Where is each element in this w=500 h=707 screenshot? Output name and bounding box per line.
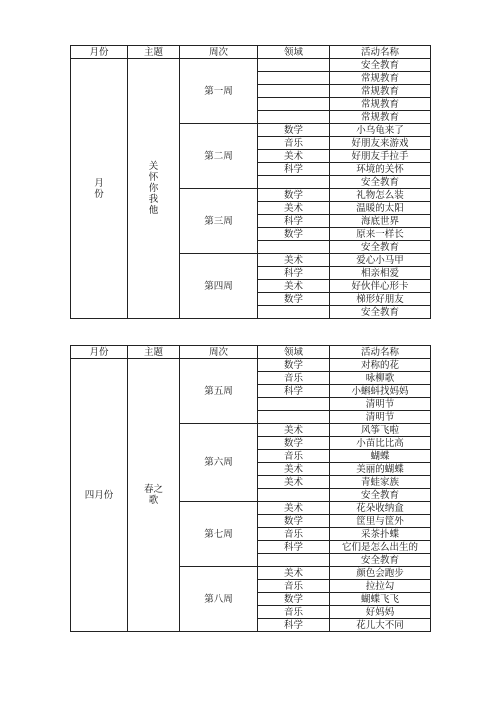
domain-cell: 科学	[258, 541, 330, 554]
header-activity: 活动名称	[330, 346, 431, 359]
domain-cell	[258, 306, 330, 319]
schedule-table-2	[70, 345, 431, 632]
activity-cell: 安全教育	[330, 176, 431, 189]
domain-cell: 音乐	[258, 137, 330, 150]
domain-cell: 音乐	[258, 606, 330, 619]
domain-cell: 科学	[258, 619, 330, 632]
domain-cell	[258, 85, 330, 98]
domain-cell: 数学	[258, 593, 330, 606]
header-week: 周次	[180, 46, 258, 59]
activity-cell: 爱心小马甲	[330, 254, 431, 267]
activity-cell: 原来一样长	[330, 228, 431, 241]
domain-cell	[258, 111, 330, 124]
activity-cell: 安全教育	[330, 241, 431, 254]
header-month: 月份	[71, 346, 128, 359]
header-domain: 领域	[258, 346, 330, 359]
domain-cell: 美术	[258, 202, 330, 215]
domain-cell: 美术	[258, 254, 330, 267]
domain-cell: 科学	[258, 385, 330, 398]
domain-cell: 音乐	[258, 580, 330, 593]
activity-cell: 咏柳歌	[330, 372, 431, 385]
activity-cell: 清明节	[330, 411, 431, 424]
schedule-table-1	[70, 45, 431, 319]
month-cell: 四月份	[71, 359, 128, 632]
domain-cell: 美术	[258, 567, 330, 580]
activity-cell: 颜色会跑步	[330, 567, 431, 580]
domain-cell: 数学	[258, 228, 330, 241]
activity-cell: 常规教育	[330, 85, 431, 98]
activity-cell: 安全教育	[330, 59, 431, 72]
table-row	[71, 359, 431, 372]
week-cell: 第六周	[180, 424, 258, 502]
domain-cell: 科学	[258, 163, 330, 176]
header-row	[71, 46, 431, 59]
activity-cell: 筐里与筐外	[330, 515, 431, 528]
activity-cell: 小乌龟来了	[330, 124, 431, 137]
header-activity: 活动名称	[330, 46, 431, 59]
activity-cell: 相亲相爱	[330, 267, 431, 280]
activity-cell: 青蛙家族	[330, 476, 431, 489]
activity-cell: 海底世界	[330, 215, 431, 228]
domain-cell: 美术	[258, 280, 330, 293]
week-cell: 第五周	[180, 359, 258, 424]
activity-cell: 它们是怎么出生的	[330, 541, 431, 554]
domain-cell	[258, 241, 330, 254]
activity-cell: 好朋友手拉手	[330, 150, 431, 163]
header-month: 月份	[71, 46, 128, 59]
domain-cell: 美术	[258, 150, 330, 163]
week-cell: 第七周	[180, 502, 258, 567]
header-theme: 主题	[128, 46, 180, 59]
activity-cell: 风筝飞啦	[330, 424, 431, 437]
week-cell: 第三周	[180, 189, 258, 254]
table-row	[71, 59, 431, 72]
activity-cell: 梯形好朋友	[330, 293, 431, 306]
activity-cell: 常规教育	[330, 98, 431, 111]
domain-cell	[258, 411, 330, 424]
domain-cell: 音乐	[258, 372, 330, 385]
activity-cell: 安全教育	[330, 554, 431, 567]
domain-cell	[258, 176, 330, 189]
activity-cell: 环境的关怀	[330, 163, 431, 176]
header-domain: 领域	[258, 46, 330, 59]
activity-cell: 花朵收纳盒	[330, 502, 431, 515]
activity-cell: 好朋友来游戏	[330, 137, 431, 150]
domain-cell: 数学	[258, 515, 330, 528]
domain-cell	[258, 72, 330, 85]
table-body	[71, 59, 431, 319]
domain-cell	[258, 59, 330, 72]
activity-cell: 蝴蝶	[330, 450, 431, 463]
activity-cell: 安全教育	[330, 306, 431, 319]
domain-cell: 美术	[258, 463, 330, 476]
domain-cell	[258, 98, 330, 111]
theme-cell: 春之歌	[128, 359, 180, 632]
activity-cell: 常规教育	[330, 72, 431, 85]
domain-cell: 音乐	[258, 450, 330, 463]
header-row	[71, 346, 431, 359]
week-cell: 第八周	[180, 567, 258, 632]
activity-cell: 礼物怎么装	[330, 189, 431, 202]
activity-cell: 常规教育	[330, 111, 431, 124]
domain-cell: 美术	[258, 502, 330, 515]
activity-cell: 拉拉勾	[330, 580, 431, 593]
domain-cell: 科学	[258, 215, 330, 228]
week-cell: 第一周	[180, 59, 258, 124]
domain-cell: 数学	[258, 359, 330, 372]
activity-cell: 清明节	[330, 398, 431, 411]
domain-cell: 美术	[258, 424, 330, 437]
activity-cell: 蝴蝶飞飞	[330, 593, 431, 606]
domain-cell: 数学	[258, 189, 330, 202]
domain-cell	[258, 398, 330, 411]
domain-cell: 数学	[258, 124, 330, 137]
activity-cell: 安全教育	[330, 489, 431, 502]
domain-cell: 音乐	[258, 528, 330, 541]
activity-cell: 好伙伴心形卡	[330, 280, 431, 293]
activity-cell: 美丽的蝴蝶	[330, 463, 431, 476]
domain-cell: 科学	[258, 267, 330, 280]
activity-cell: 好妈妈	[330, 606, 431, 619]
activity-cell: 温暖的太阳	[330, 202, 431, 215]
activity-cell: 小苗比比高	[330, 437, 431, 450]
activity-cell: 对称的花	[330, 359, 431, 372]
week-cell: 第二周	[180, 124, 258, 189]
week-cell: 第四周	[180, 254, 258, 319]
activity-cell: 花儿大不同	[330, 619, 431, 632]
header-week: 周次	[180, 346, 258, 359]
theme-cell: 关怀你我他	[128, 59, 180, 319]
domain-cell	[258, 554, 330, 567]
header-theme: 主题	[128, 346, 180, 359]
activity-cell: 小蝌蚪找妈妈	[330, 385, 431, 398]
activity-cell: 采茶扑蝶	[330, 528, 431, 541]
table-body	[71, 359, 431, 632]
month-cell: 月份	[71, 59, 128, 319]
domain-cell: 数学	[258, 293, 330, 306]
domain-cell: 数学	[258, 437, 330, 450]
domain-cell	[258, 489, 330, 502]
domain-cell: 美术	[258, 476, 330, 489]
